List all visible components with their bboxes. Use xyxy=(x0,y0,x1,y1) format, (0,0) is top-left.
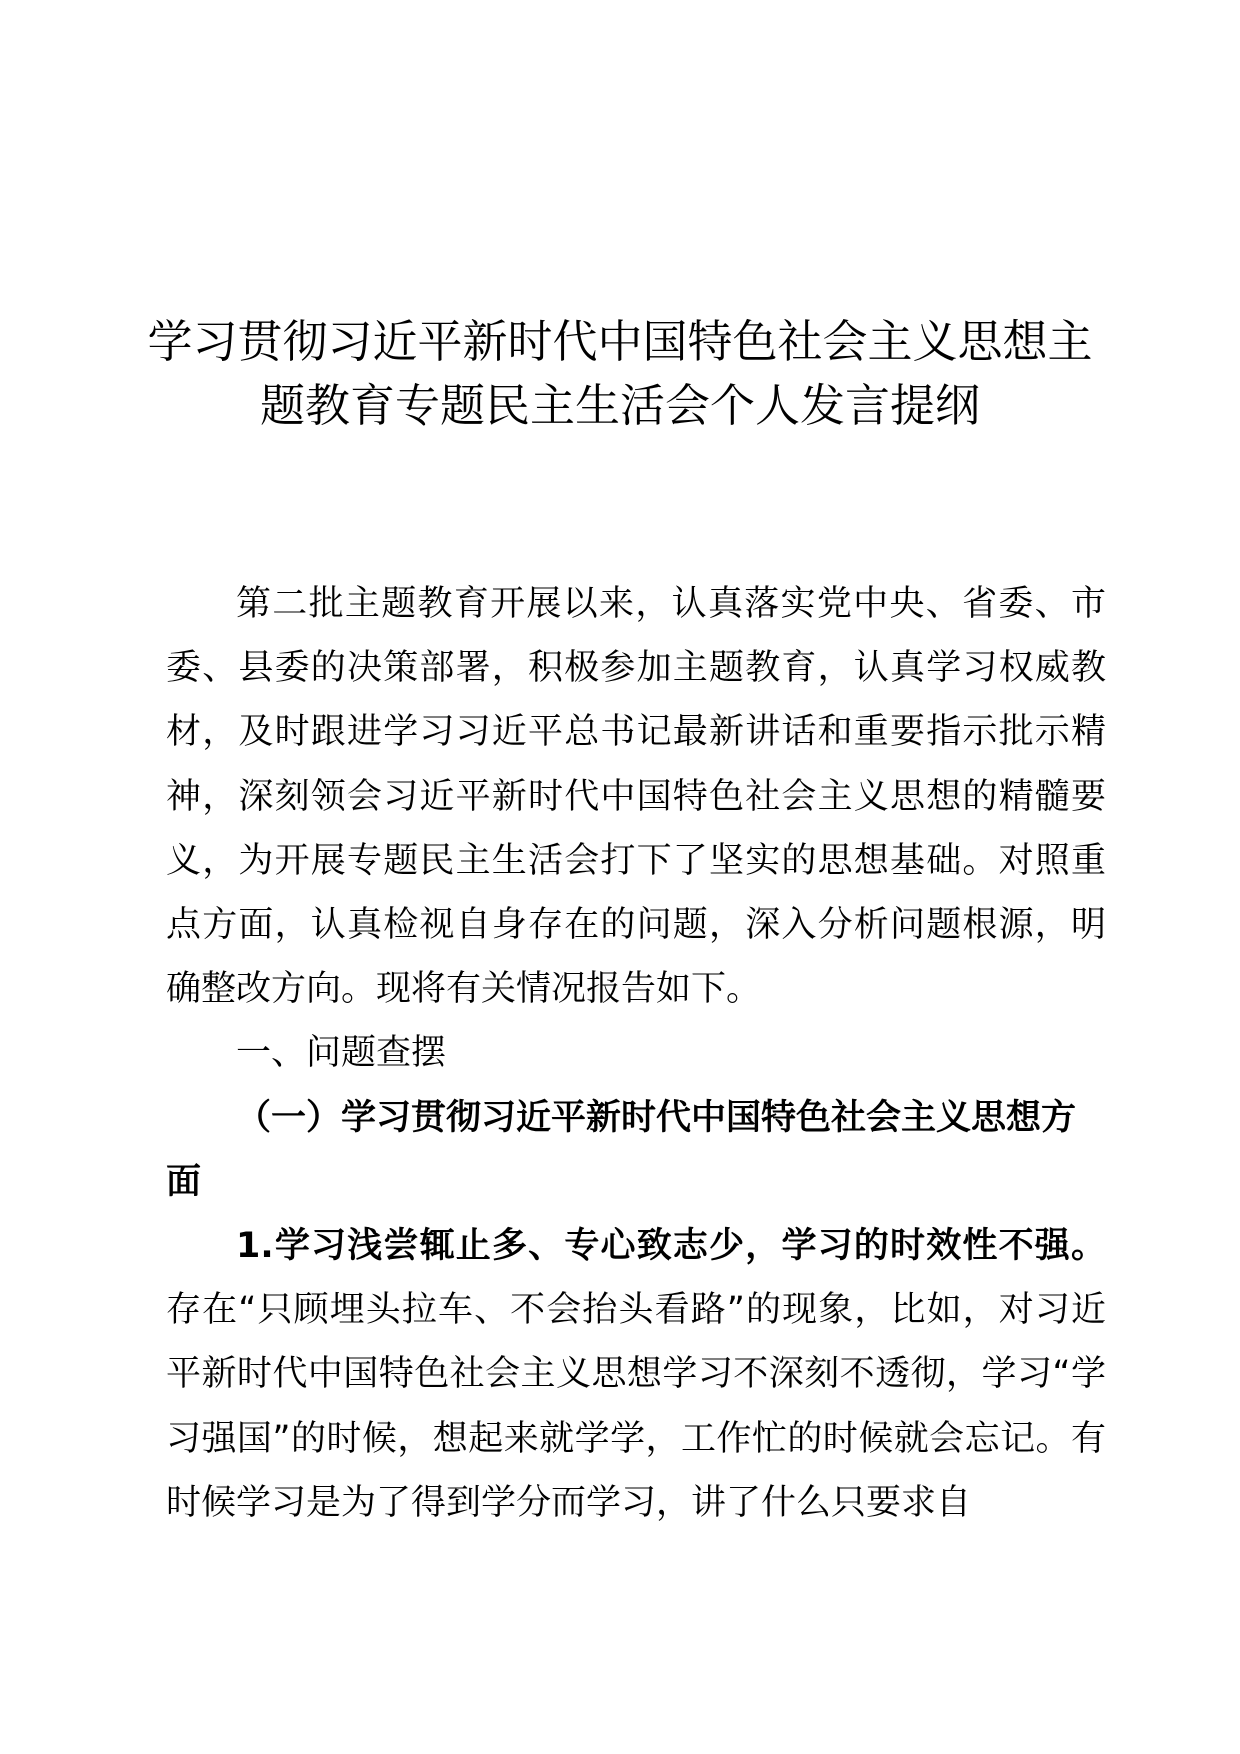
intro-paragraph: 第二批主题教育开展以来，认真落实党中央、省委、市委、县委的决策部署，积极参加主题教育，认真学习权威教材，及时跟进学习习近平总书记最新讲话和重要指示批示精神，深刻领会习近平新时代中国特色社会主义思想的精髓要义，为开展专题民主生活会打下了坚实的思想基础。对照重点方面，认真检视自身存在的问题，深入分析问题根源，明确整改方向。现将有关情况报告如下。 xyxy=(166,584,1106,1010)
item-title: 1.学习浅尝辄止多、专心致志少，学习的时效性不强。 xyxy=(236,1226,1106,1267)
document-body xyxy=(166,572,1106,1535)
section-heading: 一、问题查摆 xyxy=(236,1033,447,1074)
title-line-2: 题教育专题民主生活会个人发言提纲 xyxy=(259,379,980,432)
item-paragraph xyxy=(166,1214,1106,1535)
sub-heading: （一）学习贯彻习近平新时代中国特色社会主义思想方面 xyxy=(166,1097,1077,1202)
item-text: 存在“只顾埋头拉车、不会抬头看路”的现象，比如，对习近平新时代中国特色社会主义思想学习不深刻不透彻，学习“学习强国”的时候，想起来就学学，工作忙的时候就会忘记。有时候学习是为了得到学分而学习，讲了什么只要求自 xyxy=(166,1290,1106,1523)
document-title xyxy=(120,310,1120,438)
title-line-1: 学习贯彻习近平新时代中国特色社会主义思想主 xyxy=(147,315,1093,368)
